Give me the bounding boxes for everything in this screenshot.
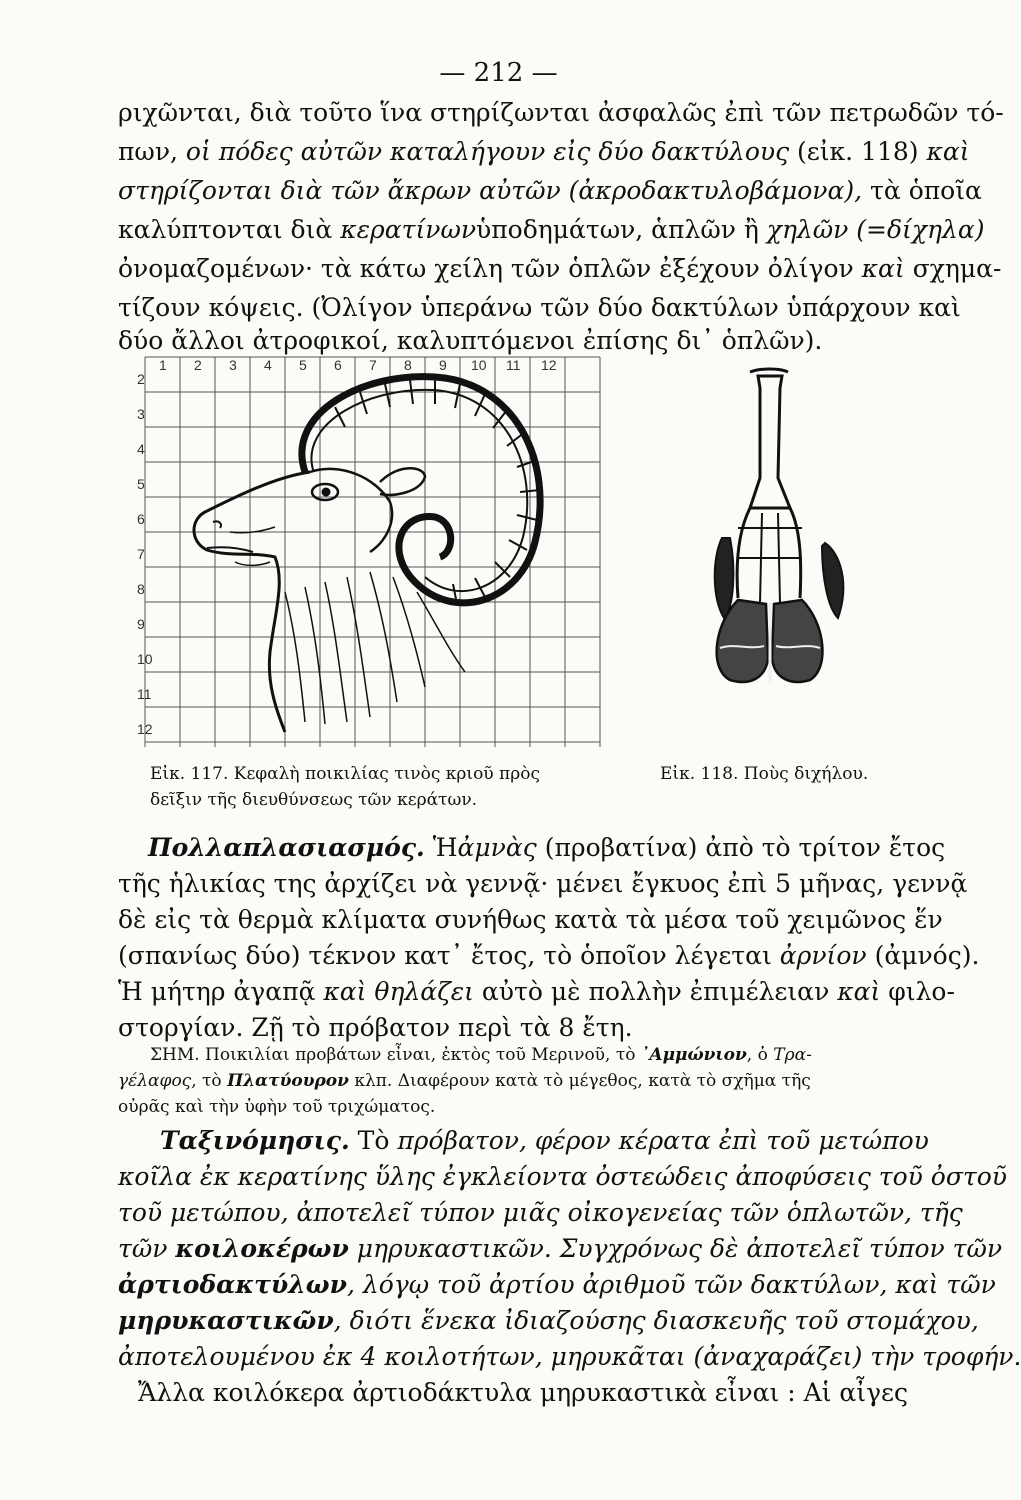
grid-side-number: 4 — [137, 441, 145, 457]
grid-top-number: 6 — [334, 357, 342, 373]
grid-side-number: 3 — [137, 406, 145, 422]
text-line: ἀποτελουμένου ἐκ 4 κοιλοτήτων, μηρυκᾶται (ἀναχαράζει) τὴν τροφήν. — [118, 1342, 1021, 1371]
text-line: κοῖλα ἐκ κερατίνης ὕλης ἐγκλείοντα ὀστεώδεις ἀποφύσεις τοῦ ὀστοῦ — [118, 1162, 1008, 1191]
text-line: τοῦ μετώπου, ἀποτελεῖ τύπον μιᾶς οἰκογενείας τῶν ὁπλωτῶν, τῆς — [118, 1198, 963, 1227]
text-line: (σπανίως δύο) τέκνον κατ᾽ ἔτος, τὸ ὁποῖον λέγεται ἀρνίον (ἀμνός). — [118, 941, 980, 970]
text-line: Ἡ μήτηρ ἀγαπᾷ καὶ θηλάζει αὐτὸ μὲ πολλὴν ἐπιμέλειαν καὶ φιλο- — [118, 977, 955, 1006]
grid-top-number: 11 — [506, 357, 521, 373]
grid-side-number: 12 — [137, 721, 153, 737]
figure-117-caption-continued: δεῖξιν τῆς διευθύνσεως τῶν κεράτων. — [150, 790, 478, 810]
ram-head-figure — [135, 352, 605, 762]
grid-side-number: 11 — [137, 686, 152, 702]
text-line: ὀνομαζομένων· τὰ κάτω χείλη τῶν ὁπλῶν ἐξέχουν ὀλίγον καὶ σχημα- — [118, 254, 1002, 283]
grid-top-number: 3 — [229, 357, 237, 373]
text-line: δύο ἄλλοι ἀτροφικοί, καλυπτόμενοι ἐπίσης δι᾽ ὁπλῶν). — [118, 326, 823, 355]
grid-side-number: 5 — [137, 476, 145, 492]
grid-side-number: 6 — [137, 511, 145, 527]
text-line: πων, οἱ πόδες αὐτῶν καταλήγουν εἰς δύο δακτύλους (εἰκ. 118) καὶ — [118, 137, 970, 166]
text-line: στηρίζονται διὰ τῶν ἄκρων αὐτῶν (ἀκροδακτυλοβάμονα), τὰ ὁποῖα — [118, 176, 982, 205]
ram-head-drawing — [194, 377, 540, 732]
text-line: καλύπτονται διὰ κερατίνωνὑποδημάτων, ἁπλῶν ἢ χηλῶν (=δίχηλα) — [118, 215, 985, 244]
text-line: στοργίαν. Ζῇ τὸ πρόβατον περὶ τὰ 8 ἔτη. — [118, 1013, 633, 1042]
note-line: γέλαφος, τὸ Πλατύουρον κλπ. Διαφέρουν κατὰ τὸ μέγεθος, κατὰ τὸ σχῆμα τῆς — [118, 1071, 811, 1091]
grid-side-number: 7 — [137, 546, 145, 562]
text-line: μηρυκαστικῶν, διότι ἕνεκα ἰδιαζούσης διασκευῆς τοῦ στομάχου, — [118, 1306, 979, 1335]
page-number: — 212 — — [439, 58, 558, 88]
grid-side-number: 2 — [137, 371, 145, 387]
text-line: τῶν κοιλοκέρων μηρυκαστικῶν. Συγχρόνως δὲ ἀποτελεῖ τύπον τῶν — [118, 1234, 1003, 1263]
grid-side-number: 10 — [137, 651, 153, 667]
grid-top-number: 5 — [299, 357, 307, 373]
grid-top-number: 10 — [471, 357, 487, 373]
section-heading: Ταξινόμησις. — [160, 1126, 350, 1155]
grid-side-number: 8 — [137, 581, 145, 597]
grid-top-number: 12 — [541, 357, 557, 373]
figure-117-caption: Εἰκ. 117. Κεφαλὴ ποικιλίας τινὸς κριοῦ πρὸς — [150, 764, 540, 784]
cloven-foot-figure — [690, 368, 890, 698]
grid-top-number: 4 — [264, 357, 272, 373]
grid-side-number: 9 — [137, 616, 145, 632]
text-line: Ἄλλα κοιλόκερα ἀρτιοδάκτυλα μηρυκαστικὰ εἶναι : Αἱ αἶγες — [138, 1378, 908, 1407]
text-line: τίζουν κόψεις. (Ὀλίγον ὑπεράνω τῶν δύο δακτύλων ὑπάρχουν καὶ — [118, 293, 961, 322]
note-line: οὐρᾶς καὶ τὴν ὑφὴν τοῦ τριχώματος. — [118, 1097, 436, 1117]
grid-top-number: 1 — [159, 357, 167, 373]
text-line: Ταξινόμησις. Τὸ πρόβατον, φέρον κέρατα ἐπὶ τοῦ μετώπου — [160, 1126, 929, 1155]
foot-bones-drawing — [715, 369, 844, 683]
text-line: ἀρτιοδακτύλων, λόγῳ τοῦ ἀρτίου ἀριθμοῦ τῶν δακτύλων, καὶ τῶν — [118, 1270, 996, 1299]
grid-top-number: 2 — [194, 357, 202, 373]
text-line: τῆς ἡλικίας της ἀρχίζει νὰ γεννᾷ· μένει ἔγκυος ἐπὶ 5 μῆνας, γεννᾷ — [118, 869, 968, 898]
grid-top-number: 7 — [369, 357, 377, 373]
section-heading: Πολλαπλασιασμός. — [148, 833, 425, 862]
figure-118-caption: Εἰκ. 118. Ποὺς διχήλου. — [660, 764, 869, 784]
text-line: δὲ εἰς τὰ θερμὰ κλίματα συνήθως κατὰ τὰ μέσα τοῦ χειμῶνος ἕν — [118, 905, 943, 934]
grid-top-number: 9 — [439, 357, 447, 373]
grid-top-number: 8 — [404, 357, 412, 373]
text-line: ριχῶνται, διὰ τοῦτο ἵνα στηρίζωνται ἀσφαλῶς ἐπὶ τῶν πετρωδῶν τό- — [118, 98, 1004, 127]
note-line: ΣΗΜ. Ποικιλίαι προβάτων εἶναι, ἐκτὸς τοῦ Μερινοῦ, τὸ ᾿Αμμώνιον, ὁ Τρα- — [150, 1045, 812, 1065]
text-line: Πολλαπλασιασμός. Ἡἀμνὰς (προβατίνα) ἀπὸ τὸ τρίτον ἔτος — [148, 833, 946, 862]
